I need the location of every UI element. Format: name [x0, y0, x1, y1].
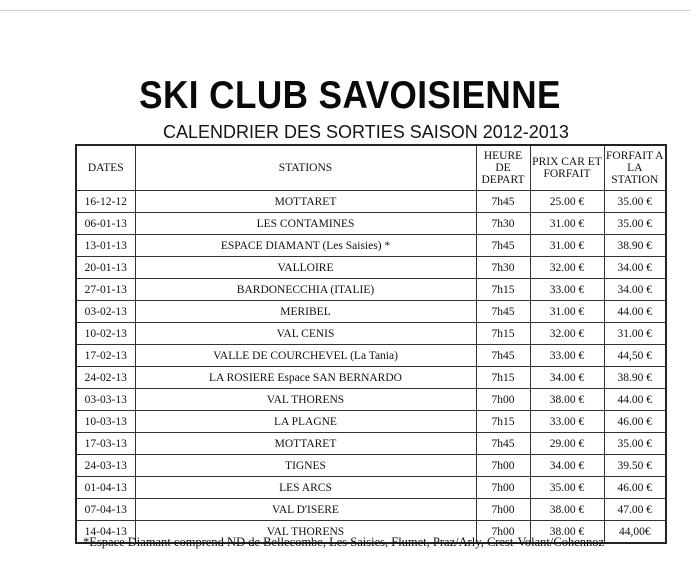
departure-cell: 7h15 — [476, 367, 530, 389]
station-cell: VAL THORENS — [135, 389, 476, 411]
station-cell: MOTTARET — [135, 191, 476, 213]
bus-price-cell: 32.00 € — [530, 323, 604, 345]
station-cell: VALLOIRE — [135, 257, 476, 279]
table-row — [76, 389, 666, 411]
date-cell: 20-01-13 — [76, 257, 135, 279]
header-departure-time: HEURE DE DEPART — [476, 145, 530, 191]
station-cell: MERIBEL — [135, 301, 476, 323]
station-cell: BARDONECCHIA (ITALIE) — [135, 279, 476, 301]
table-row — [76, 301, 666, 323]
bus-price-cell: 29.00 € — [530, 433, 604, 455]
date-cell: 16-12-12 — [76, 191, 135, 213]
club-title: SKI CLUB SAVOISIENNE — [139, 74, 561, 117]
station-cell: ESPACE DIAMANT (Les Saisies) * — [135, 235, 476, 257]
header-dates: DATES — [76, 145, 135, 191]
station-cell: MOTTARET — [135, 433, 476, 455]
table-row — [76, 191, 666, 213]
bus-price-cell: 32.00 € — [530, 257, 604, 279]
date-cell: 17-02-13 — [76, 345, 135, 367]
date-cell: 24-03-13 — [76, 455, 135, 477]
outings-table — [75, 144, 667, 544]
departure-cell: 7h00 — [476, 477, 530, 499]
station-cell: VAL THORENS — [135, 521, 476, 544]
bus-price-cell: 38.00 € — [530, 521, 604, 544]
station-cell: LA ROSIERE Espace SAN BERNARDO — [135, 367, 476, 389]
departure-cell: 7h45 — [476, 433, 530, 455]
date-cell: 06-01-13 — [76, 213, 135, 235]
date-cell: 03-03-13 — [76, 389, 135, 411]
bus-price-cell: 31.00 € — [530, 235, 604, 257]
table-row — [76, 411, 666, 433]
bus-price-cell: 33.00 € — [530, 411, 604, 433]
header-stations: STATIONS — [135, 145, 476, 191]
date-cell: 10-02-13 — [76, 323, 135, 345]
station-cell: LES ARCS — [135, 477, 476, 499]
espace-diamant-footnote: *Espace Diamant comprend ND de Bellecombe, Les Saisies, Flumet, Praz/Arly, Crest-Volant/Cohennoz — [83, 535, 605, 549]
table-row — [76, 499, 666, 521]
departure-cell: 7h00 — [476, 499, 530, 521]
bus-price-cell: 38.00 € — [530, 499, 604, 521]
station-cell: TIGNES — [135, 455, 476, 477]
header-bus-and-pass-price: PRIX CAR ET FORFAIT — [530, 145, 604, 191]
date-cell: 10-03-13 — [76, 411, 135, 433]
bus-price-cell: 31.00 € — [530, 301, 604, 323]
bus-price-cell: 35.00 € — [530, 477, 604, 499]
table-row — [76, 455, 666, 477]
station-cell: VALLE DE COURCHEVEL (La Tania) — [135, 345, 476, 367]
date-cell: 07-04-13 — [76, 499, 135, 521]
date-cell: 13-01-13 — [76, 235, 135, 257]
table-row — [76, 367, 666, 389]
pass-price-cell: 38.90 € — [604, 235, 666, 257]
date-cell: 14-04-13 — [76, 521, 135, 544]
pass-price-cell: 38.90 € — [604, 367, 666, 389]
pass-price-cell: 46.00 € — [604, 477, 666, 499]
departure-cell: 7h15 — [476, 279, 530, 301]
table-row — [76, 345, 666, 367]
station-cell: VAL D'ISERE — [135, 499, 476, 521]
departure-cell: 7h45 — [476, 345, 530, 367]
pass-price-cell: 47.00 € — [604, 499, 666, 521]
bus-price-cell: 38.00 € — [530, 389, 604, 411]
bus-price-cell: 33.00 € — [530, 279, 604, 301]
calendar-subtitle: CALENDRIER DES SORTIES SAISON 2012-2013 — [163, 122, 569, 142]
table-row — [76, 279, 666, 301]
date-cell: 27-01-13 — [76, 279, 135, 301]
header-station-pass-price: FORFAIT A LA STATION — [604, 145, 666, 191]
departure-cell: 7h15 — [476, 323, 530, 345]
date-cell: 17-03-13 — [76, 433, 135, 455]
departure-cell: 7h00 — [476, 455, 530, 477]
pass-price-cell: 39.50 € — [604, 455, 666, 477]
bus-price-cell: 31.00 € — [530, 213, 604, 235]
departure-cell: 7h30 — [476, 213, 530, 235]
pass-price-cell: 44,00€ — [604, 521, 666, 544]
departure-cell: 7h30 — [476, 257, 530, 279]
pass-price-cell: 35.00 € — [604, 433, 666, 455]
table-row — [76, 257, 666, 279]
departure-cell: 7h45 — [476, 301, 530, 323]
date-cell: 24-02-13 — [76, 367, 135, 389]
departure-cell: 7h45 — [476, 235, 530, 257]
bus-price-cell: 33.00 € — [530, 345, 604, 367]
pass-price-cell: 44.00 € — [604, 389, 666, 411]
bus-price-cell: 25.00 € — [530, 191, 604, 213]
table-header-row — [76, 145, 666, 191]
table-row — [76, 235, 666, 257]
pass-price-cell: 44,50 € — [604, 345, 666, 367]
pass-price-cell: 46.00 € — [604, 411, 666, 433]
pass-price-cell: 34.00 € — [604, 257, 666, 279]
table-row — [76, 477, 666, 499]
departure-cell: 7h00 — [476, 521, 530, 544]
departure-cell: 7h00 — [476, 389, 530, 411]
page-edge-line — [0, 10, 690, 11]
date-cell: 03-02-13 — [76, 301, 135, 323]
table-row — [76, 323, 666, 345]
pass-price-cell: 35.00 € — [604, 191, 666, 213]
pass-price-cell: 35.00 € — [604, 213, 666, 235]
departure-cell: 7h15 — [476, 411, 530, 433]
table-row — [76, 213, 666, 235]
bus-price-cell: 34.00 € — [530, 367, 604, 389]
table-row — [76, 433, 666, 455]
station-cell: VAL CENIS — [135, 323, 476, 345]
departure-cell: 7h45 — [476, 191, 530, 213]
station-cell: LA PLAGNE — [135, 411, 476, 433]
pass-price-cell: 31.00 € — [604, 323, 666, 345]
pass-price-cell: 34.00 € — [604, 279, 666, 301]
pass-price-cell: 44.00 € — [604, 301, 666, 323]
station-cell: LES CONTAMINES — [135, 213, 476, 235]
date-cell: 01-04-13 — [76, 477, 135, 499]
bus-price-cell: 34.00 € — [530, 455, 604, 477]
